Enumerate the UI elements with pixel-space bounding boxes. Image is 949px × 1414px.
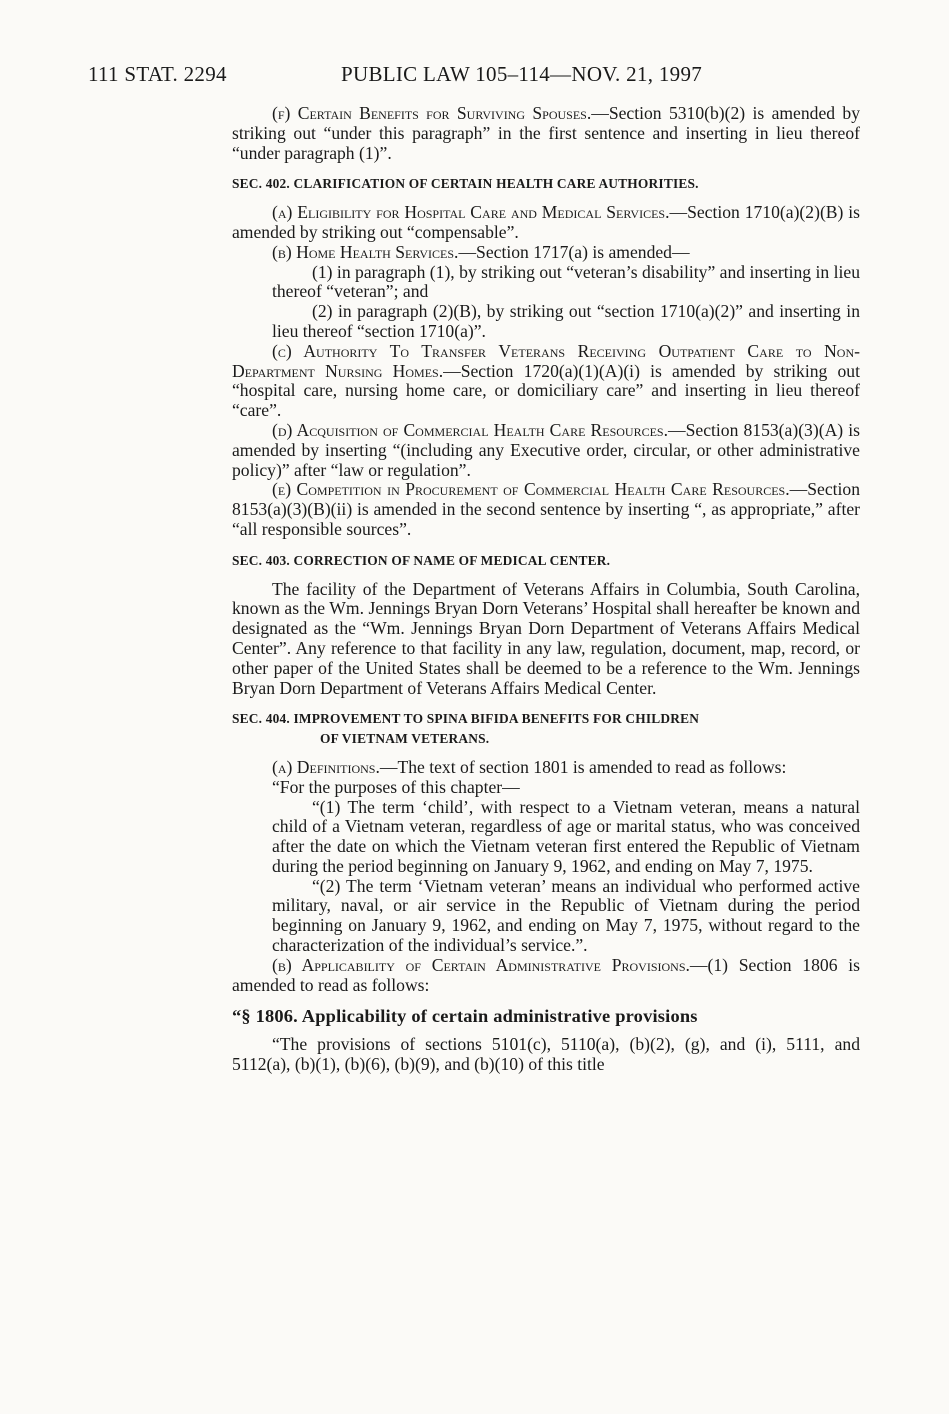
sec-402-d-label: (d) Acquisition of Commercial Health Care Resources.— — [272, 419, 686, 440]
subsection-f-text: Section 5310(b)(2) is amended by striking out “under this paragraph” in the first sentence and inserting in lieu thereof “under paragraph (1)”. — [232, 103, 860, 163]
sec-402-c-text: Section 1720(a)(1)(A)(i) is amended by striking out “hospital care, nursing home care, or domiciliary care” and inserting in lieu thereof “care”. — [232, 360, 860, 421]
sec-402-heading: SEC. 402. CLARIFICATION OF CERTAIN HEALTH CARE AUTHORITIES. — [232, 176, 699, 192]
sec-402-a — [232, 203, 860, 243]
sec-404-a-label: (a) Definitions.— — [272, 756, 398, 777]
sec-402-b-label: (b) Home Health Services.— — [272, 241, 477, 262]
sec-402-e-label: (e) Competition in Procurement of Commercial Health Care Resources.— — [272, 479, 808, 500]
sec-403-heading: SEC. 403. CORRECTION OF NAME OF MEDICAL CENTER. — [232, 552, 611, 568]
document-body — [232, 104, 860, 1075]
sec-404-heading — [232, 709, 860, 749]
sec-404-b — [232, 956, 860, 996]
sec-402-a-label: (a) Eligibility for Hospital Care and Medical Services.— — [272, 202, 688, 223]
sec-402-b1: (1) in paragraph (1), by striking out “veteran’s disability” and inserting in lieu thereof “veteran”; and — [272, 261, 860, 302]
sec-404-heading-line1: SEC. 404. IMPROVEMENT TO SPINA BIFIDA BENEFITS FOR CHILDREN — [232, 711, 700, 727]
sec-402-d-text: Section 8153(a)(3)(A) is amended by inserting “(including any Executive order, circular, or other administrative policy)” after “law or regulation”. — [232, 419, 860, 480]
sec-404-heading-line2: OF VIETNAM VETERANS. — [320, 731, 490, 747]
sec-402-b — [232, 243, 860, 263]
sec-404-b-label: (b) Applicability of Certain Administrative Provisions.— — [272, 954, 708, 975]
sec-404-b-text: (1) Section 1806 is amended to read as follows: — [232, 954, 860, 995]
sec-402-b-text: Section 1717(a) is amended— — [476, 241, 690, 262]
public-law-citation: PUBLIC LAW 105–114—NOV. 21, 1997 — [341, 62, 703, 86]
sec-402-c — [232, 342, 860, 421]
sec-402-c-label: (c) Authority To Transfer Veterans Receiving Outpatient Care to Non-Department Nursing Homes.— — [232, 340, 860, 381]
subsection-f — [232, 104, 860, 163]
section-1806-text: “The provisions of sections 5101(c), 5110(a), (b)(2), (g), and (i), 5111, and 5112(a), (b)(1), (b)(6), (b)(9), and (b)(10) of this title — [232, 1034, 860, 1075]
sec-404-purposes: “For the purposes of this chapter— — [272, 776, 520, 797]
sec-402-b2: (2) in paragraph (2)(B), by striking out “section 1710(a)(2)” and inserting in lieu thereof “section 1710(a)”. — [272, 301, 860, 341]
sec-404-a-text: The text of section 1801 is amended to read as follows: — [397, 756, 787, 777]
sec-402-a-text: Section 1710(a)(2)(B) is amended by striking out “compensable”. — [232, 202, 860, 242]
subsection-f-label: (f) Certain Benefits for Surviving Spouses.— — [272, 103, 609, 123]
sec-402-e — [232, 480, 860, 539]
statute-page-number: 111 STAT. 2294 — [88, 62, 227, 86]
sec-404-a — [232, 758, 860, 778]
sec-402-e-text: Section 8153(a)(3)(B)(ii) is amended in the second sentence by inserting “, as appropriate,” after “all responsible sources”. — [232, 479, 860, 539]
sec-404-definition-2: “(2) The term ‘Vietnam veteran’ means an individual who performed active military, naval, or air service in the Republic of Vietnam during the period beginning on January 9, 1962, and ending on May 7, 1975, without regard to the characterization of the individual’s service.”. — [272, 875, 860, 956]
sec-404-definition-1: “(1) The term ‘child’, with respect to a Vietnam veteran, means a natural child of a Vietnam veteran, regardless of age or marital status, who was conceived after the date on which the Vietnam veteran first entered the Republic of Vietnam during the period beginning on January 9, 1962, and ending on May 7, 1975. — [272, 796, 860, 876]
sec-403-text: The facility of the Department of Veterans Affairs in Columbia, South Carolina, known as the Wm. Jennings Bryan Dorn Veterans’ Hospital shall hereafter be known and designated as the “Wm. Jennings Bryan Dorn Department of Veterans Affairs Medical Center”. Any reference to that facility in any law, regulation, document, map, record, or other paper of the United States shall be deemed to be a reference to the Wm. Jennings Bryan Dorn Department of Veterans Affairs Medical Center. — [232, 578, 860, 698]
sec-402-d — [232, 421, 860, 480]
section-1806-heading: “§ 1806. Applicability of certain administrative provisions — [232, 1006, 698, 1027]
